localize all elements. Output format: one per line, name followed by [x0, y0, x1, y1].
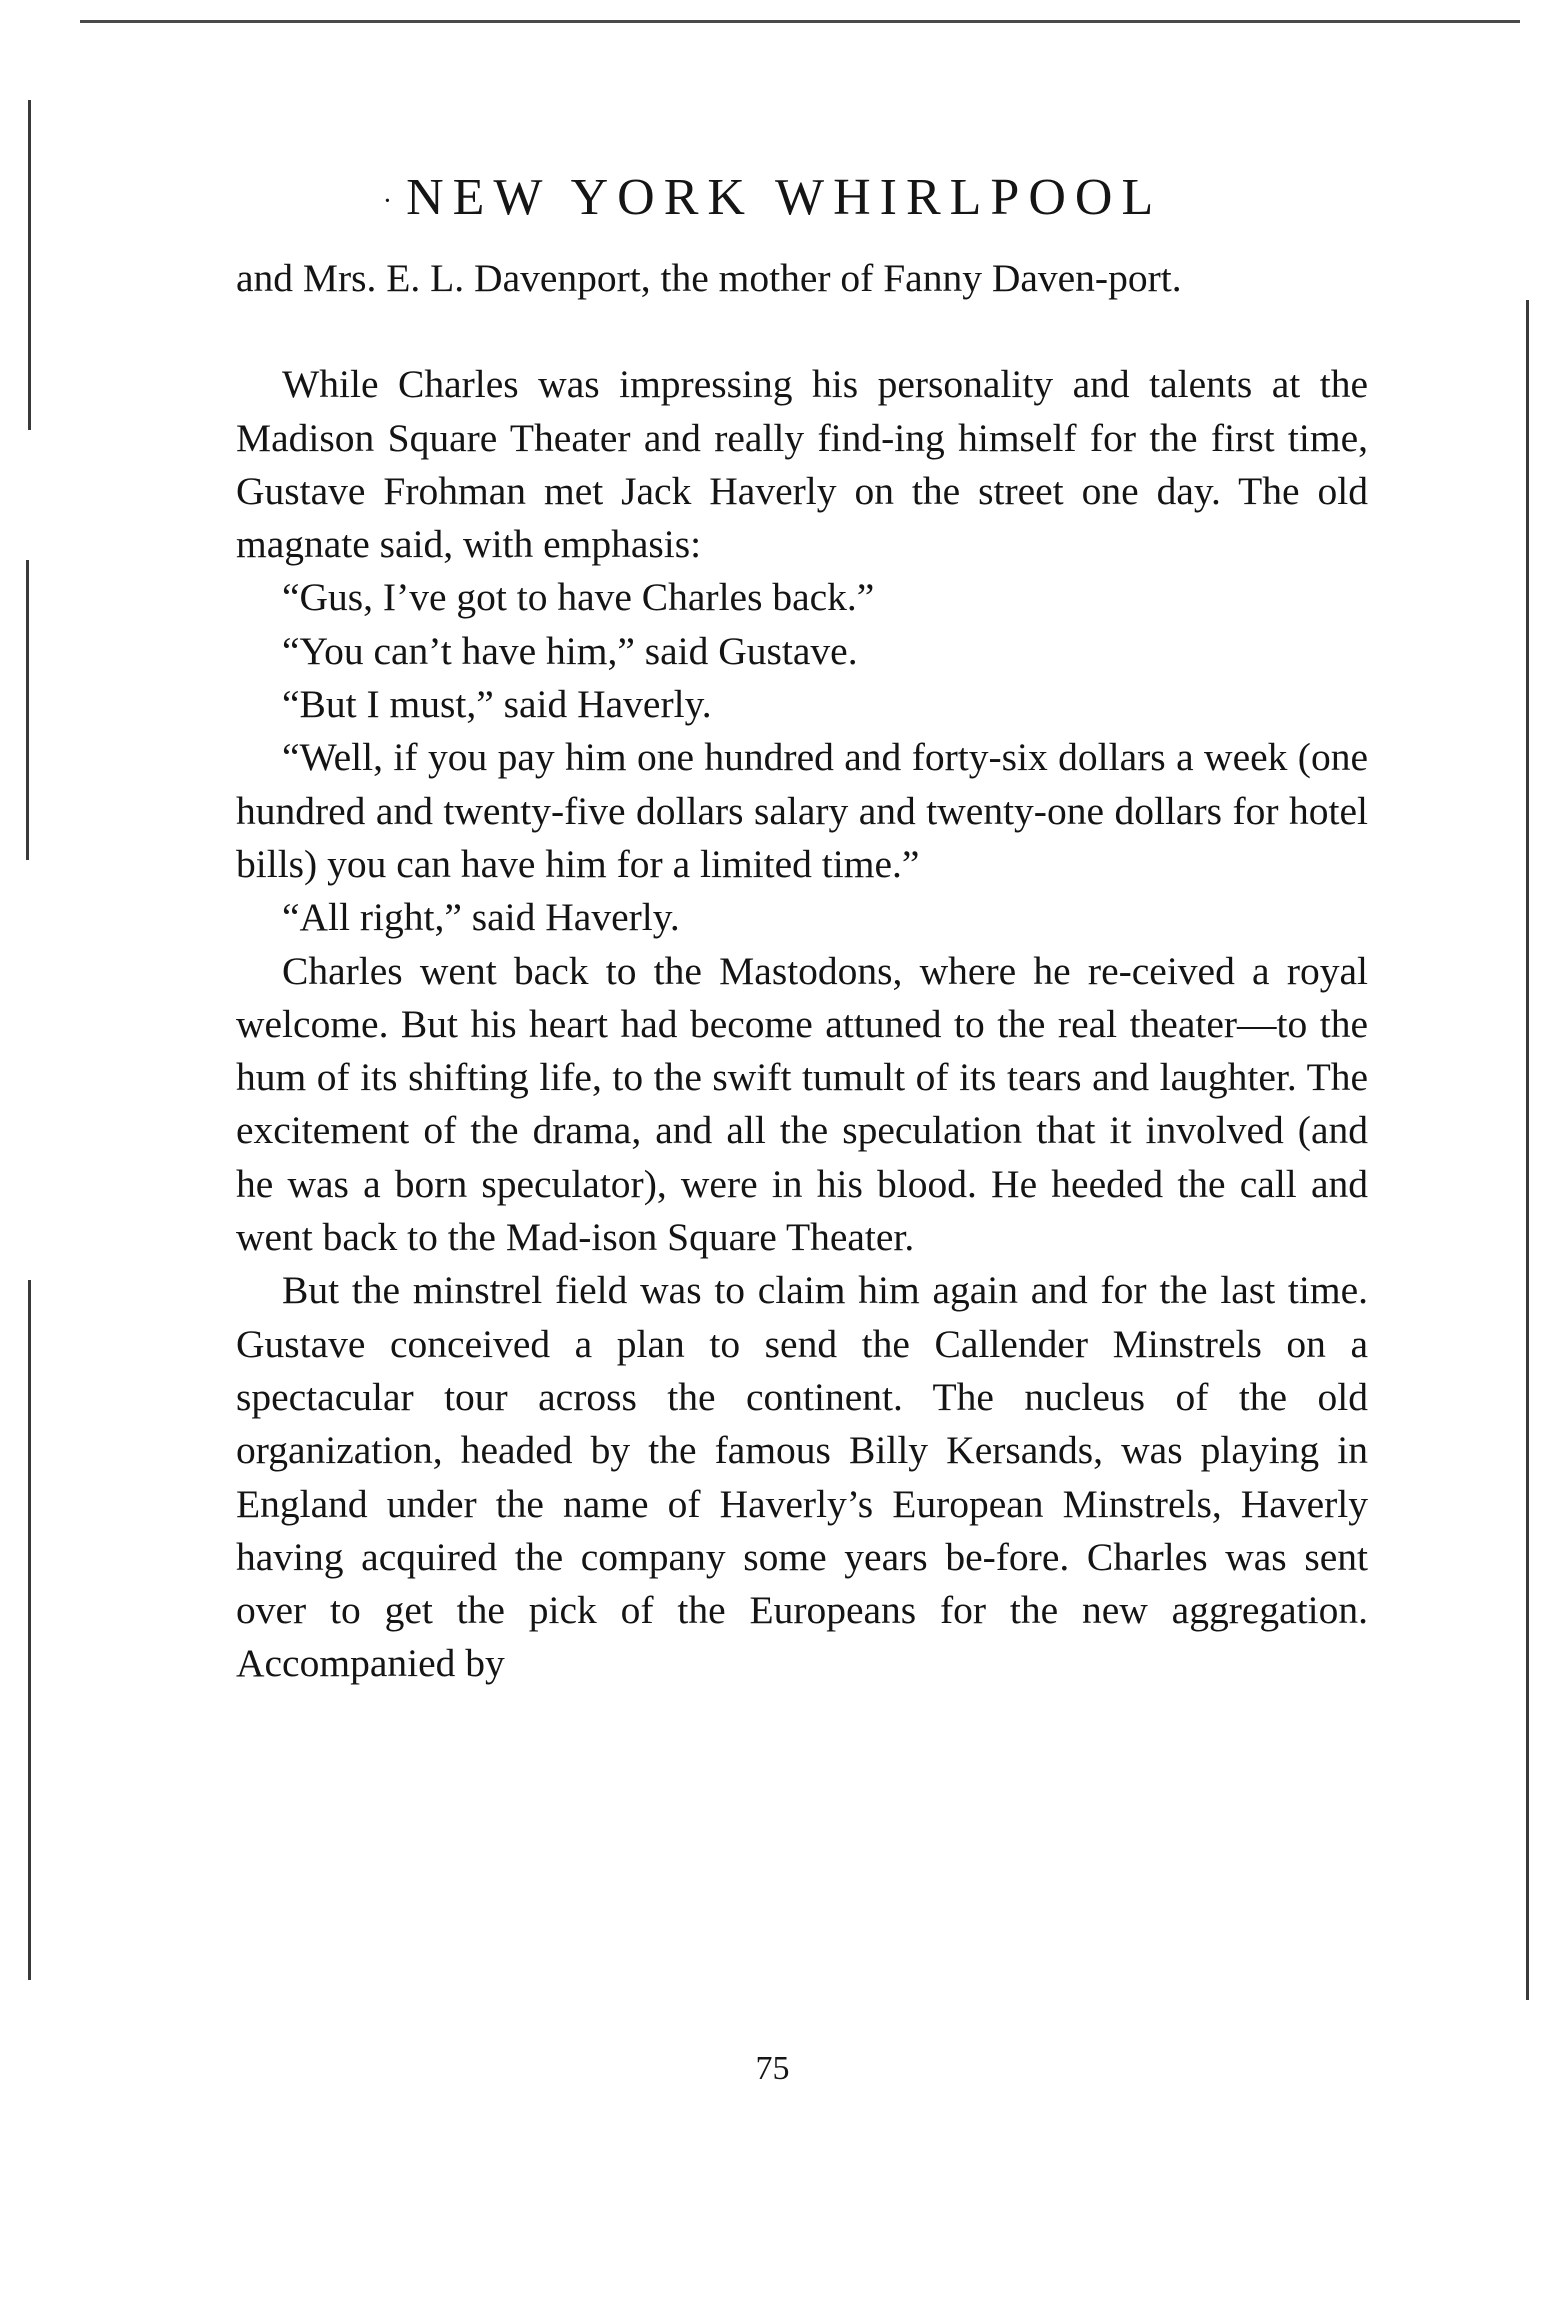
binding-shadow-mark: [28, 1280, 31, 1980]
scan-edge-line: [80, 20, 1520, 23]
page-number: 75: [755, 2050, 790, 2087]
paragraph: “Gus, I’ve got to have Charles back.”: [282, 575, 875, 620]
paragraph: “Well, if you pay him one hundred and forty-six dollars a week (one hundred and twenty-five dollars salary and twenty-one dollars for hotel bills) you can have him for a limited time.”: [236, 735, 1368, 886]
paragraph: “All right,” said Haverly.: [282, 895, 680, 940]
binding-shadow-mark: [28, 100, 31, 430]
paragraph: and Mrs. E. L. Davenport, the mother of Fanny Daven-port.: [236, 256, 1182, 300]
paragraph: “You can’t have him,” said Gustave.: [282, 628, 858, 673]
body-text: [236, 252, 1368, 1691]
paragraph: But the minstrel field was to claim him again and for the last time. Gustave conceived a plan to send the Callender Minstrels on a spectacular tour across the continent. The nucleus of the old organization, headed by the famous Billy Kersands, was playing in England under the name of Haverly’s European Minstrels, Haverly having acquired the company some years be-fore. Charles was sent over to get the pick of the Europeans for the new aggregation. Accompanied by: [236, 1268, 1368, 1686]
running-head-dot: ·: [382, 186, 393, 218]
binding-shadow-mark: [26, 560, 29, 860]
paragraph: While Charles was impressing his personality and talents at the Madison Square Theater and really find-ing himself for the first time, Gustave Frohman met Jack Haverly on the street one day. The old magnate said, with emphasis:: [236, 362, 1368, 567]
running-head-title: NEW YORK WHIRLPOOL: [406, 169, 1163, 226]
paragraph: Charles went back to the Mastodons, where he re-ceived a royal welcome. But his heart had become attuned to the real theater—to the hum of its shifting life, to the swift tumult of its tears and laughter. The excitement of the drama, and all the speculation that it involved (and he was a born speculator), were in his blood. He heeded the call and went back to the Mad-ison Square Theater.: [236, 948, 1368, 1260]
paragraph: “But I must,” said Haverly.: [282, 682, 712, 727]
binding-shadow-mark: [1526, 300, 1529, 2000]
running-head: [0, 168, 1545, 227]
